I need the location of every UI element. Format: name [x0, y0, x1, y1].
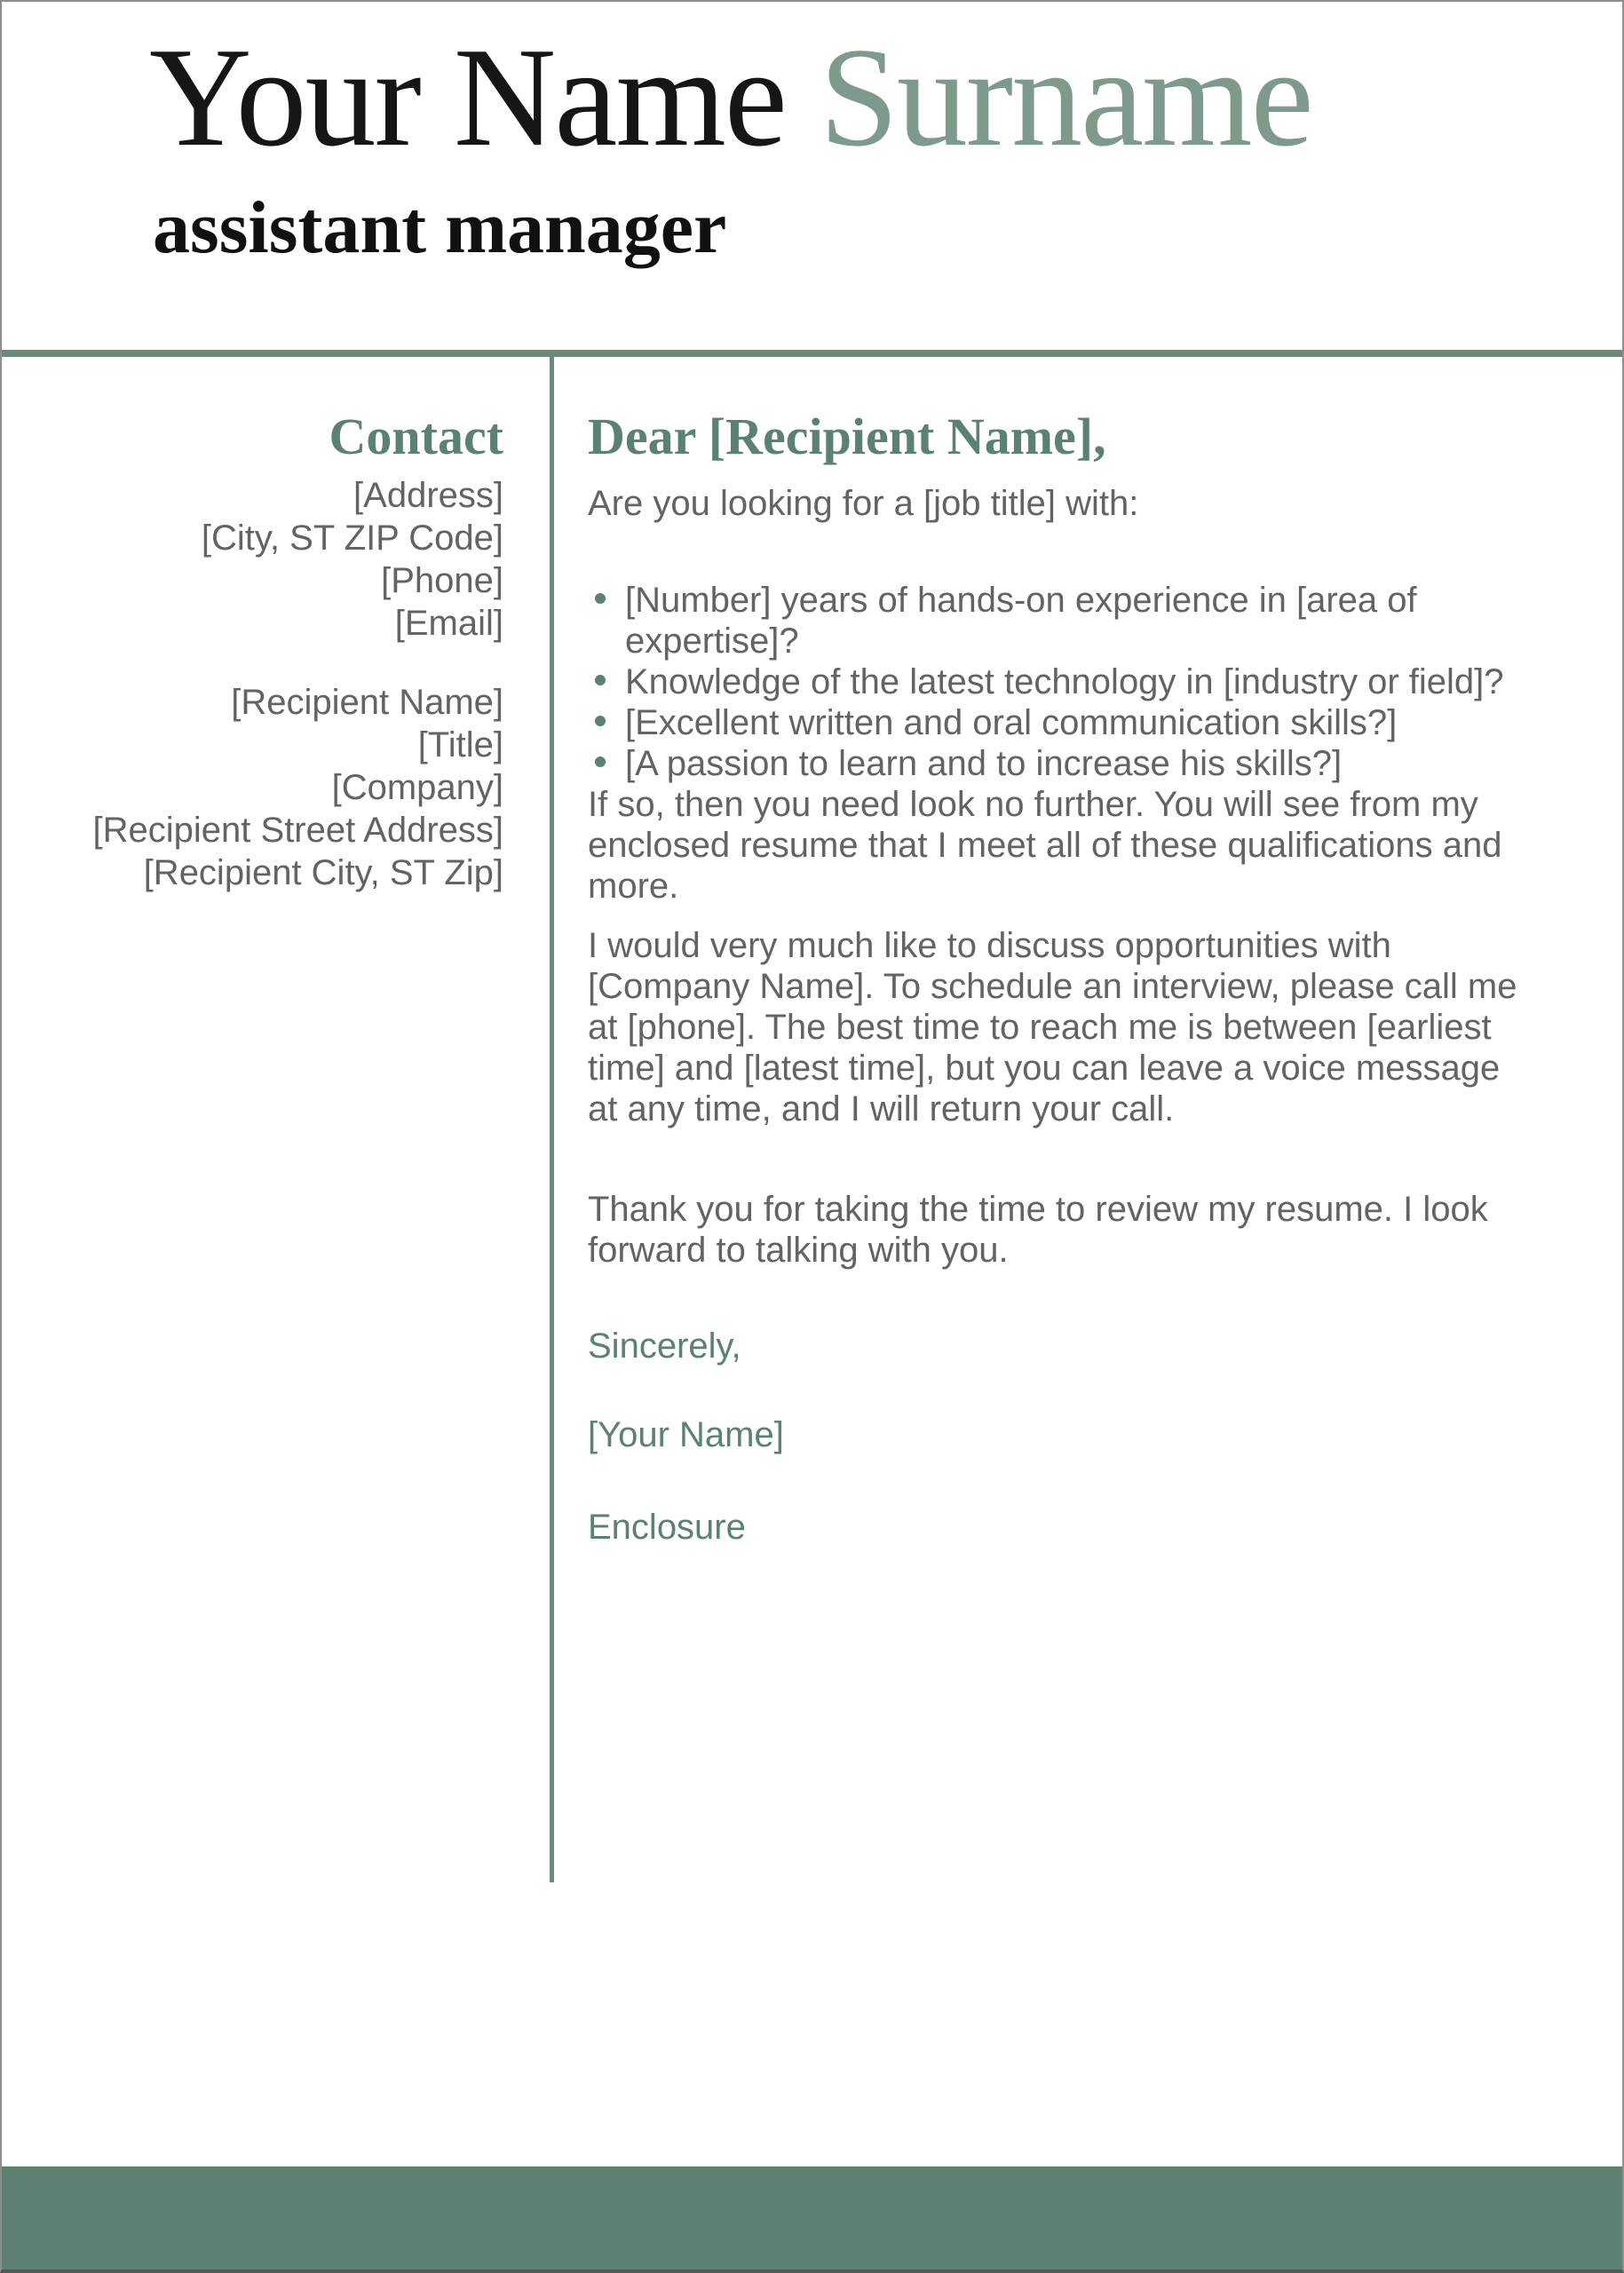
bullet-dot-icon: [595, 593, 606, 604]
enclosure-label: Enclosure: [588, 1508, 746, 1547]
salutation: Dear [Recipient Name],: [588, 408, 1106, 465]
bullet-text: [Excellent written and oral communication skills?]: [625, 703, 1398, 742]
bullet-text: [A passion to learn and to increase his skills?]: [625, 744, 1343, 783]
contact-info-item: [Phone]: [381, 561, 503, 600]
recipient-info-item: [Company]: [331, 768, 503, 807]
applicant-surname: Surname: [819, 18, 1312, 176]
applicant-first-names: Your Name: [149, 18, 786, 176]
recipient-info-item: [Recipient Name]: [231, 683, 503, 722]
recipient-info-item: [Title]: [417, 725, 503, 764]
footer-bar: [2, 2166, 1622, 2272]
intro-paragraph: Are you looking for a [job title] with:: [588, 484, 1139, 523]
qualification-bullet-list: [588, 580, 1529, 784]
contact-info-list: [2, 474, 503, 645]
recipient-info-item: [Recipient Street Address]: [92, 811, 503, 850]
qualification-bullet-item: [588, 743, 1529, 784]
applicant-name: [149, 18, 1312, 176]
bullet-dot-icon: [595, 716, 606, 726]
qualification-bullet-item: [588, 661, 1529, 702]
contact-info-item: [City, ST ZIP Code]: [201, 519, 503, 558]
paragraph-interview: I would very much like to discuss opportunities with [Company Name]. To schedule an interview, please call me at [phone]. The best time to reach me is between [earliest time] and [latest time], but you can leave a voice message at any time, and I will return your call.: [588, 926, 1517, 1129]
contact-heading: Contact: [329, 408, 503, 465]
closing-line: Sincerely,: [588, 1327, 741, 1366]
applicant-job-title: assistant manager: [153, 186, 727, 269]
bullet-text: [Number] years of hands-on experience in [area of expertise]?: [625, 581, 1417, 661]
recipient-info-item: [Recipient City, ST Zip]: [143, 853, 503, 892]
bullet-dot-icon: [595, 756, 606, 767]
bullet-dot-icon: [595, 675, 606, 685]
paragraph-qualifications: If so, then you need look no further. You will see from my enclosed resume that I meet all of these qualifications and more.: [588, 785, 1502, 906]
header-divider-rule: [2, 350, 1622, 357]
signature-name: [Your Name]: [588, 1415, 784, 1454]
contact-info-item: [Email]: [394, 604, 503, 643]
paragraph-thanks: Thank you for taking the time to review my resume. I look forward to talking with you.: [588, 1190, 1488, 1270]
recipient-info-list: [2, 681, 503, 894]
contact-info-item: [Address]: [353, 476, 503, 515]
qualification-bullet-item: [588, 580, 1529, 661]
column-divider-rule: [550, 357, 554, 1882]
qualification-bullet-item: [588, 702, 1529, 743]
bullet-text: Knowledge of the latest technology in [industry or field]?: [625, 662, 1504, 701]
